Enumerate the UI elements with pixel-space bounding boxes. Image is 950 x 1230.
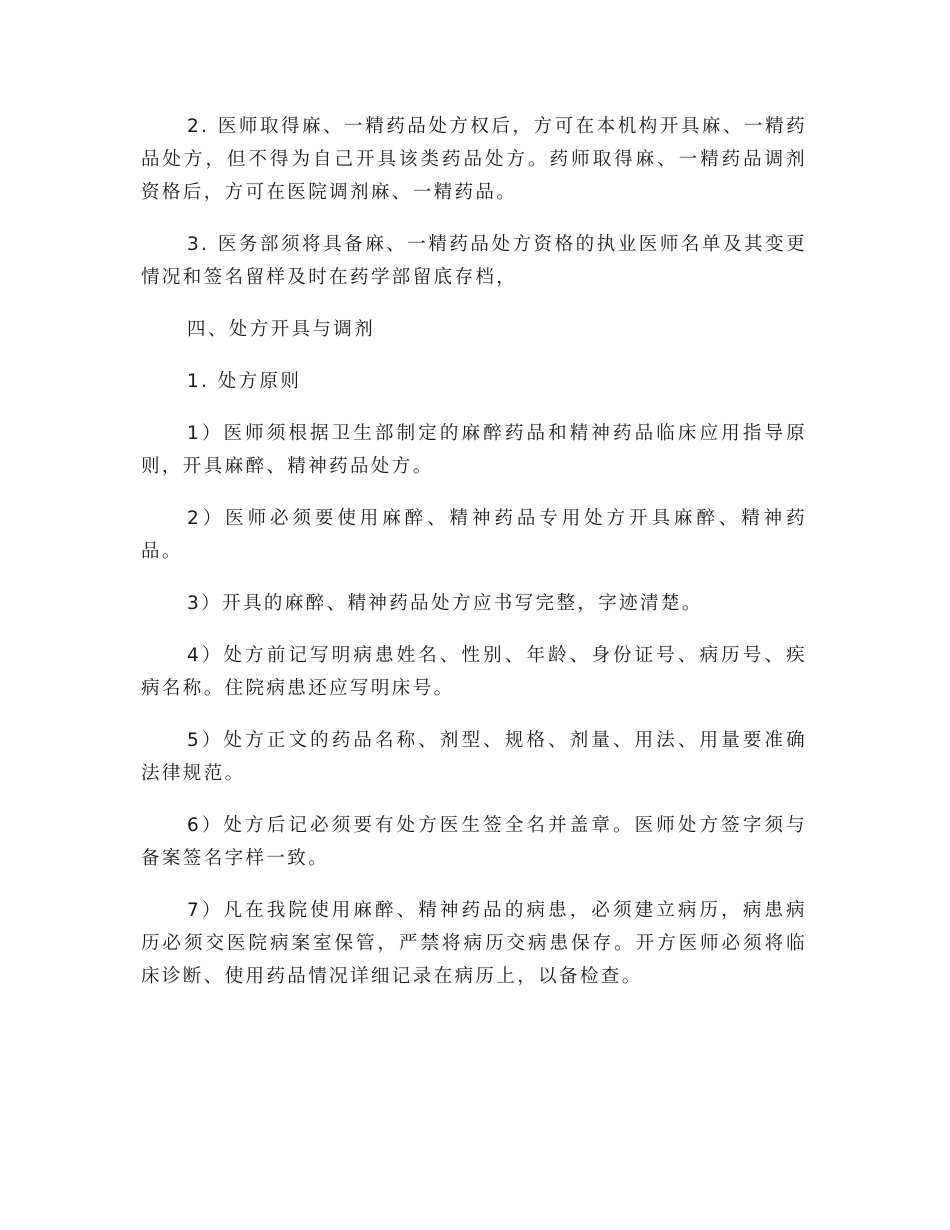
list-item-1: 1）医师须根据卫生部制定的麻醉药品和精神药品临床应用指导原则，开具麻醉、精神药品处方。: [141, 423, 807, 477]
list-item-3: 3）开具的麻醉、精神药品处方应书写完整，字迹清楚。: [187, 593, 703, 614]
paragraph-3-physician-list: 3. 医务部须将具备麻、一精药品处方资格的执业医师名单及其变更情况和签名留样及时在药学部留底存档，: [141, 234, 807, 288]
list-item-5: 5）处方正文的药品名称、剂型、规格、剂量、用法、用量要准确法律规范。: [141, 730, 807, 784]
section-heading-prescribing-dispensing: 四、处方开具与调剂: [187, 319, 376, 340]
document-body: [141, 110, 807, 1012]
list-item-2: 2）医师必须要使用麻醉、精神药品专用处方开具麻醉、精神药品。: [141, 508, 807, 562]
list-item-4: 4）处方前记写明病患姓名、性别、年龄、身份证号、病历号、疾病名称。住院病患还应写明床号。: [141, 645, 807, 699]
subsection-heading-prescription-principles: 1. 处方原则: [187, 371, 302, 392]
list-item-6: 6）处方后记必须要有处方医生签全名并盖章。医师处方签字须与备案签名字样一致。: [141, 815, 807, 869]
list-item-7: 7）凡在我院使用麻醉、精神药品的病患，必须建立病历，病患病历必须交医院病案室保管，严禁将病历交病患保存。开方医师必须将临床诊断、使用药品情况详细记录在病历上，以备检查。: [141, 900, 807, 987]
paragraph-2-prescription-rights: 2. 医师取得麻、一精药品处方权后，方可在本机构开具麻、一精药品处方，但不得为自己开具该类药品处方。药师取得麻、一精药品调剂资格后，方可在医院调剂麻、一精药品。: [141, 116, 807, 203]
